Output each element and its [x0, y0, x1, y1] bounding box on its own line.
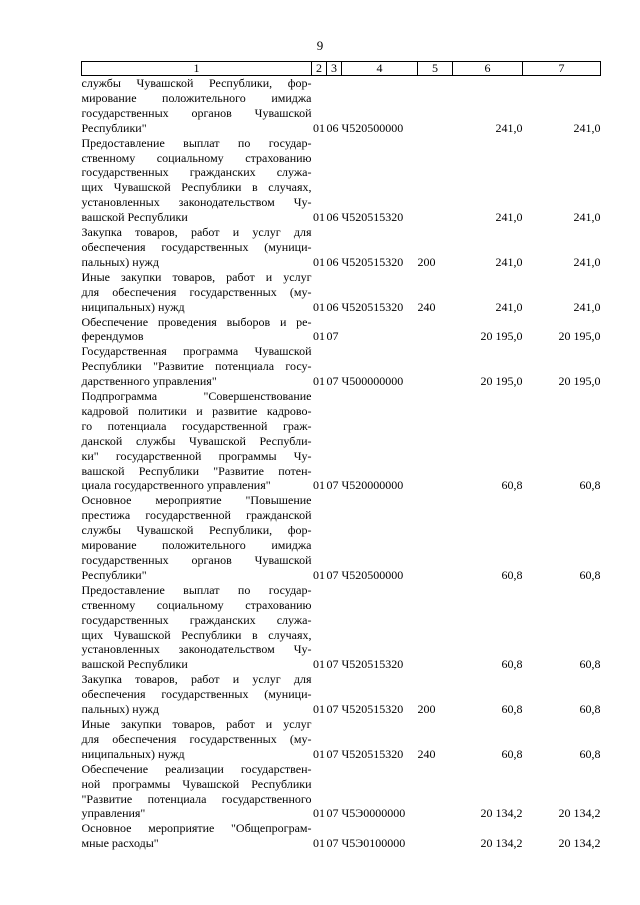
cell-c5 — [418, 315, 453, 345]
cell-c2: 01 — [313, 657, 325, 672]
row-name-line: управления" — [81, 806, 146, 821]
table-row — [82, 344, 601, 389]
table-row — [82, 717, 601, 762]
cell-c6: 241,0 — [495, 120, 523, 135]
cell-c2: 01 — [313, 120, 325, 135]
cell-c6: 60,8 — [501, 657, 523, 672]
table-row — [82, 76, 601, 136]
row-name — [82, 672, 312, 717]
row-name-line: кадровой политики и развитие кадрово- — [81, 403, 312, 418]
row-name-line: ферендумов — [81, 329, 144, 344]
cell-c7: 60,8 — [579, 657, 601, 672]
cell-c4: Ч520500000 — [341, 120, 404, 135]
cell-c6: 60,8 — [501, 478, 523, 493]
row-name-line: государственных органов Чувашской — [81, 553, 312, 567]
row-name — [82, 270, 312, 315]
table-row — [82, 315, 601, 345]
cell-c7: 60,8 — [579, 567, 601, 582]
table-row — [82, 672, 601, 717]
cell-c6: 60,8 — [501, 746, 523, 761]
cell-c3: 07 — [326, 836, 339, 851]
row-name-line: пальных) нужд — [81, 702, 159, 717]
cell-c3: 07 — [326, 702, 339, 717]
row-name-line: Закупка товаров, работ и услуг для — [81, 225, 312, 240]
cell-c7: 60,8 — [579, 746, 601, 761]
row-name-line: щих Чувашской Республики в случаях, — [81, 627, 312, 642]
cell-c4: Ч520515320 — [341, 746, 404, 761]
cell-c3: 06 — [326, 299, 339, 314]
table-row — [82, 225, 601, 270]
cell-c5 — [418, 76, 453, 136]
row-name-line: вашской Республики — [81, 210, 188, 225]
budget-table — [81, 61, 601, 851]
col-header-6: 6 — [453, 62, 523, 76]
row-name-line: Предоставление выплат по государ- — [81, 582, 312, 597]
cell-c7: 241,0 — [573, 210, 601, 225]
row-name — [82, 717, 312, 762]
cell-c3: 07 — [326, 806, 339, 821]
cell-c3: 07 — [326, 329, 339, 344]
row-name-line: мные расходы" — [81, 836, 159, 851]
row-name — [82, 344, 312, 389]
row-name-line: ственному социальному страхованию — [81, 150, 312, 165]
cell-c4 — [342, 315, 418, 345]
row-name-line: для обеспечения государственных (му- — [81, 284, 312, 299]
row-name-line: службы Чувашской Республики, фор- — [81, 523, 312, 538]
row-name-line: Государственная программа Чувашской — [81, 344, 312, 359]
row-name-line: "Развитие потенциала государственного — [81, 791, 312, 806]
cell-c2: 01 — [313, 329, 325, 344]
row-name — [82, 493, 312, 582]
cell-c2: 01 — [313, 478, 325, 493]
cell-c2: 01 — [313, 836, 325, 851]
row-name-line: ниципальных) нужд — [81, 299, 185, 314]
cell-c4: Ч520500000 — [341, 567, 404, 582]
cell-c5 — [418, 493, 453, 582]
cell-c5 — [418, 821, 453, 851]
row-name-line: государственных гражданских служа- — [81, 612, 312, 627]
col-header-5: 5 — [418, 62, 453, 76]
row-name-line: го потенциала государственной граж- — [81, 418, 312, 433]
row-name-line: для обеспечения государственных (му- — [81, 731, 312, 746]
cell-c4: Ч520515320 — [341, 657, 404, 672]
column-number-row — [82, 62, 601, 76]
cell-c5 — [418, 344, 453, 389]
col-header-2: 2 — [312, 62, 327, 76]
row-name — [82, 762, 312, 822]
table-row — [82, 136, 601, 225]
row-name-line: обеспечения государственных (муници- — [81, 239, 312, 254]
row-name — [82, 583, 312, 672]
row-name-line: щих Чувашской Республики в случаях, — [81, 180, 312, 195]
cell-c7: 20 134,2 — [558, 806, 601, 821]
col-header-7: 7 — [523, 62, 601, 76]
row-name-line: мирование положительного имиджа — [81, 538, 312, 553]
cell-c4: Ч5Э0000000 — [341, 806, 406, 821]
row-name — [82, 76, 312, 136]
cell-c6: 241,0 — [495, 254, 523, 269]
cell-c2: 01 — [313, 702, 325, 717]
row-name-line: службы Чувашской Республики, фор- — [81, 76, 312, 90]
row-name-line: циала государственного управления" — [81, 478, 271, 493]
row-name-line: Обеспечение проведения выборов и ре- — [81, 314, 312, 329]
table-row — [82, 493, 601, 582]
cell-c6: 20 195,0 — [480, 329, 523, 344]
cell-c5 — [418, 136, 453, 225]
row-name-line: государственных гражданских служа- — [81, 165, 312, 180]
row-name-line: Предоставление выплат по государ- — [81, 135, 312, 150]
table-body — [82, 76, 601, 852]
row-name-line: обеспечения государственных (муници- — [81, 687, 312, 702]
cell-c3: 06 — [326, 120, 339, 135]
cell-c7: 241,0 — [573, 254, 601, 269]
cell-c6: 20 134,2 — [480, 836, 523, 851]
cell-c6: 20 134,2 — [480, 806, 523, 821]
row-name-line: ственному социальному страхованию — [81, 597, 312, 612]
cell-c2: 01 — [313, 746, 325, 761]
cell-c6: 60,8 — [501, 702, 523, 717]
table-row — [82, 821, 601, 851]
cell-c4: Ч520515320 — [341, 299, 404, 314]
table-row — [82, 270, 601, 315]
cell-c2: 01 — [313, 374, 325, 389]
row-name-line: Республики" — [81, 120, 147, 135]
row-name-line: Основное мероприятие "Повышение — [81, 493, 312, 508]
row-name — [82, 821, 312, 851]
cell-c6: 241,0 — [495, 299, 523, 314]
cell-c5 — [418, 389, 453, 493]
cell-c5: 240 — [417, 299, 436, 314]
row-name-line: установленных законодательством Чу- — [81, 642, 312, 657]
cell-c4: Ч500000000 — [341, 374, 404, 389]
row-name-line: Республики "Развитие потенциала госу- — [81, 359, 312, 374]
table-row — [82, 762, 601, 822]
table-row — [82, 389, 601, 493]
cell-c6: 241,0 — [495, 210, 523, 225]
row-name-line: мирование положительного имиджа — [81, 90, 312, 105]
row-name-line: Иные закупки товаров, работ и услуг — [81, 269, 312, 284]
cell-c7: 20 195,0 — [558, 374, 601, 389]
row-name-line: Основное мероприятие "Общепрограм- — [81, 821, 312, 836]
cell-c5 — [418, 762, 453, 822]
cell-c6: 20 195,0 — [480, 374, 523, 389]
row-name-line: данской службы Чувашской Республи- — [81, 433, 312, 448]
cell-c6: 60,8 — [501, 567, 523, 582]
cell-c3: 07 — [326, 746, 339, 761]
table-row — [82, 583, 601, 672]
cell-c3: 07 — [326, 567, 339, 582]
col-header-3: 3 — [327, 62, 342, 76]
row-name-line: дарственного управления" — [81, 374, 217, 389]
cell-c3: 06 — [326, 254, 339, 269]
row-name-line: Иные закупки товаров, работ и услуг — [81, 716, 312, 731]
cell-c5: 200 — [417, 254, 436, 269]
cell-c4: Ч5Э0100000 — [341, 836, 406, 851]
cell-c3: 06 — [326, 210, 339, 225]
row-name — [82, 389, 312, 493]
row-name — [82, 136, 312, 225]
cell-c4: Ч520515320 — [341, 702, 404, 717]
cell-c7: 241,0 — [573, 299, 601, 314]
cell-c2: 01 — [313, 254, 325, 269]
cell-c5 — [418, 583, 453, 672]
row-name-line: вашской Республики — [81, 657, 188, 672]
row-name-line: Обеспечение реализации государствен- — [81, 761, 312, 776]
row-name-line: ниципальных) нужд — [81, 746, 185, 761]
cell-c7: 60,8 — [579, 702, 601, 717]
cell-c4: Ч520000000 — [341, 478, 404, 493]
row-name — [82, 315, 312, 345]
cell-c4: Ч520515320 — [341, 210, 404, 225]
col-header-4: 4 — [342, 62, 418, 76]
cell-c2: 01 — [313, 299, 325, 314]
cell-c2: 01 — [313, 806, 325, 821]
cell-c5: 240 — [417, 746, 436, 761]
row-name-line: престижа государственной гражданской — [81, 508, 312, 523]
cell-c7: 20 195,0 — [558, 329, 601, 344]
col-header-1: 1 — [82, 62, 312, 76]
row-name-line: Подпрограмма "Совершенствование — [81, 389, 312, 404]
row-name-line: Республики" — [81, 567, 147, 582]
cell-c7: 20 134,2 — [558, 836, 601, 851]
page-number: 9 — [316, 38, 324, 53]
row-name-line: установленных законодательством Чу- — [81, 195, 312, 210]
cell-c5: 200 — [417, 702, 436, 717]
row-name-line: государственных органов Чувашской — [81, 105, 312, 120]
cell-c2: 01 — [313, 567, 325, 582]
row-name — [82, 225, 312, 270]
cell-c4: Ч520515320 — [341, 254, 404, 269]
row-name-line: пальных) нужд — [81, 254, 159, 269]
cell-c3: 07 — [326, 657, 339, 672]
row-name-line: Закупка товаров, работ и услуг для — [81, 672, 312, 687]
cell-c7: 60,8 — [579, 478, 601, 493]
cell-c7: 241,0 — [573, 120, 601, 135]
row-name-line: вашской Республики "Развитие потен- — [81, 463, 312, 478]
cell-c3: 07 — [326, 374, 339, 389]
row-name-line: ки" государственной программы Чу- — [81, 448, 312, 463]
cell-c2: 01 — [313, 210, 325, 225]
cell-c3: 07 — [326, 478, 339, 493]
row-name-line: ной программы Чувашской Республики — [81, 776, 312, 791]
